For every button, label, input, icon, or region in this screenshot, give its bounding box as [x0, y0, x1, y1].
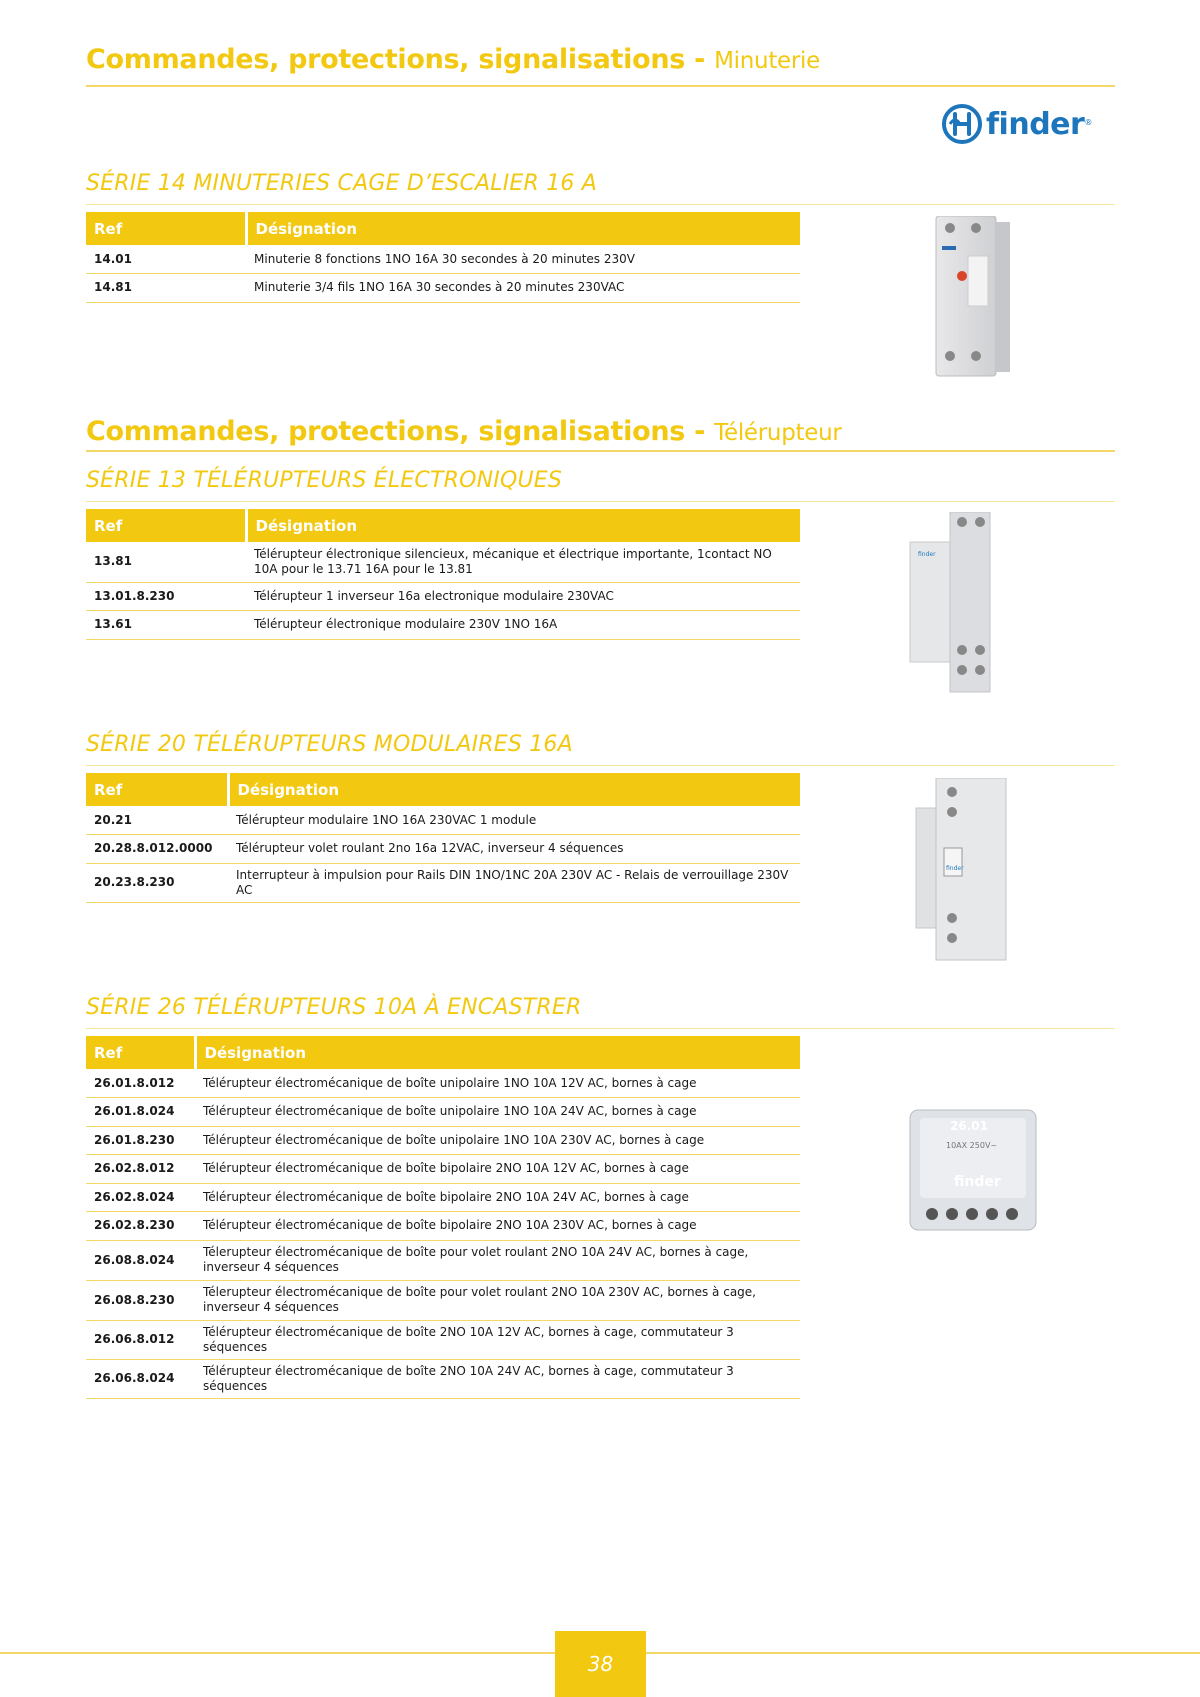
- header-designation: Désignation: [246, 212, 800, 245]
- din-rail-timer-image: [928, 216, 1024, 386]
- row-designation: Minuterie 3/4 fils 1NO 16A 30 secondes à 20 minutes 230VAC: [246, 274, 800, 303]
- row-designation: Télérupteur électromécanique de boîte bipolaire 2NO 10A 12V AC, bornes à cage: [195, 1155, 800, 1184]
- series-title: SÉRIE 13 TÉLÉRUPTEURS ÉLECTRONIQUES: [86, 468, 563, 493]
- modular-relay-image: [912, 778, 1022, 964]
- table-row: [86, 1098, 800, 1127]
- row-ref: 26.08.8.230: [86, 1280, 195, 1320]
- row-ref: 13.81: [86, 542, 246, 582]
- table-row: [86, 245, 800, 274]
- table-row: [86, 806, 800, 835]
- header-designation: Désignation: [246, 509, 800, 542]
- table-row: [86, 274, 800, 303]
- row-ref: 14.81: [86, 274, 246, 303]
- row-ref: 13.61: [86, 611, 246, 640]
- row-designation: Minuterie 8 fonctions 1NO 16A 30 secondes à 20 minutes 230V: [246, 245, 800, 274]
- section-title-bold: Commandes, protections, signalisations -: [86, 44, 706, 75]
- row-ref: 26.08.8.024: [86, 1240, 195, 1280]
- header-designation: Désignation: [195, 1036, 800, 1069]
- header-ref: Ref: [86, 212, 246, 245]
- section-title-minuterie: [86, 44, 820, 75]
- table-row: [86, 1155, 800, 1184]
- divider: [86, 85, 1115, 87]
- svg-text:finder: finder: [918, 551, 936, 558]
- row-designation: Télérupteur modulaire 1NO 16A 230VAC 1 module: [228, 806, 800, 835]
- row-designation: Interrupteur à impulsion pour Rails DIN 1NO/1NC 20A 230V AC - Relais de verrouillage 230V AC: [228, 863, 800, 902]
- table-row: [86, 1320, 800, 1359]
- series-14-table: [86, 212, 800, 303]
- flush-mount-relay-image: [906, 1108, 1040, 1238]
- product-image-series-26: [906, 1108, 1040, 1242]
- series-title: SÉRIE 14 MINUTERIES CAGE D’ESCALIER 16 A: [86, 171, 598, 196]
- header-designation: Désignation: [228, 773, 800, 806]
- row-designation: Télérupteur électromécanique de boîte bipolaire 2NO 10A 24V AC, bornes à cage: [195, 1183, 800, 1212]
- row-ref: 26.06.8.024: [86, 1359, 195, 1398]
- header-ref: Ref: [86, 509, 246, 542]
- table-row: [86, 835, 800, 864]
- section-title-light: Télérupteur: [714, 420, 842, 446]
- section-title-bold: Commandes, protections, signalisations -: [86, 416, 706, 447]
- table-row: [86, 582, 800, 611]
- table-row: [86, 1126, 800, 1155]
- svg-text:10AX 250V~: 10AX 250V~: [946, 1141, 998, 1150]
- row-designation: Télerupteur électromécanique de boîte pour volet roulant 2NO 10A 230V AC, bornes à cage, inverseur 4 séquences: [195, 1280, 800, 1320]
- series-26-table: [86, 1036, 800, 1399]
- table-row: [86, 1183, 800, 1212]
- table-row: [86, 1212, 800, 1241]
- header-ref: Ref: [86, 1036, 195, 1069]
- row-ref: 26.02.8.024: [86, 1183, 195, 1212]
- row-ref: 20.28.8.012.0000: [86, 835, 228, 864]
- registered-mark: ®: [1084, 118, 1093, 127]
- section-title-light: Minuterie: [714, 48, 820, 74]
- svg-text:finder: finder: [954, 1174, 1001, 1190]
- page-number-tab: [555, 1631, 646, 1697]
- finder-logo: [942, 104, 1092, 144]
- electronic-relay-image: [906, 512, 1018, 698]
- svg-text:26.01: 26.01: [950, 1119, 988, 1133]
- row-designation: Télérupteur électronique silencieux, mécanique et électrique importante, 1contact NO 10A pour le 13.71 16A pour le 13.81: [246, 542, 800, 582]
- finder-logo-icon: [942, 104, 982, 144]
- divider: [86, 1028, 1115, 1029]
- row-ref: 26.02.8.230: [86, 1212, 195, 1241]
- product-image-series-13: [906, 512, 1018, 702]
- brand-name: finder: [986, 106, 1085, 142]
- page-number: 38: [587, 1652, 614, 1676]
- row-ref: 26.01.8.012: [86, 1069, 195, 1098]
- row-designation: Télérupteur électromécanique de boîte unipolaire 1NO 10A 230V AC, bornes à cage: [195, 1126, 800, 1155]
- series-20-table: [86, 773, 800, 903]
- header-ref: Ref: [86, 773, 228, 806]
- row-designation: Télérupteur électromécanique de boîte bipolaire 2NO 10A 230V AC, bornes à cage: [195, 1212, 800, 1241]
- table-row: [86, 1359, 800, 1398]
- table-row: [86, 542, 800, 582]
- table-row: [86, 611, 800, 640]
- svg-text:finder: finder: [946, 865, 964, 872]
- table-row: [86, 1280, 800, 1320]
- series-title: SÉRIE 20 TÉLÉRUPTEURS MODULAIRES 16A: [86, 732, 573, 757]
- row-ref: 26.06.8.012: [86, 1320, 195, 1359]
- divider: [86, 450, 1115, 452]
- product-image-series-14: [928, 216, 1024, 390]
- table-row: [86, 1069, 800, 1098]
- row-designation: Télerupteur électromécanique de boîte pour volet roulant 2NO 10A 24V AC, bornes à cage, inverseur 4 séquences: [195, 1240, 800, 1280]
- row-designation: Télérupteur électromécanique de boîte 2NO 10A 12V AC, bornes à cage, commutateur 3 séquences: [195, 1320, 800, 1359]
- divider: [86, 204, 1115, 205]
- series-title: SÉRIE 26 TÉLÉRUPTEURS 10A À ENCASTRER: [86, 995, 582, 1020]
- row-ref: 13.01.8.230: [86, 582, 246, 611]
- row-ref: 26.01.8.024: [86, 1098, 195, 1127]
- divider: [86, 765, 1115, 766]
- product-image-series-20: [912, 778, 1022, 968]
- row-designation: Télérupteur électronique modulaire 230V 1NO 16A: [246, 611, 800, 640]
- row-designation: Télérupteur électromécanique de boîte unipolaire 1NO 10A 24V AC, bornes à cage: [195, 1098, 800, 1127]
- table-row: [86, 863, 800, 902]
- row-ref: 26.02.8.012: [86, 1155, 195, 1184]
- series-13-table: [86, 509, 800, 640]
- divider: [86, 501, 1115, 502]
- row-ref: 20.21: [86, 806, 228, 835]
- row-ref: 14.01: [86, 245, 246, 274]
- table-row: [86, 1240, 800, 1280]
- section-title-telerupteur: [86, 416, 842, 447]
- row-designation: Télérupteur 1 inverseur 16a electronique modulaire 230VAC: [246, 582, 800, 611]
- row-designation: Télérupteur électromécanique de boîte 2NO 10A 24V AC, bornes à cage, commutateur 3 séquences: [195, 1359, 800, 1398]
- row-designation: Télérupteur volet roulant 2no 16a 12VAC, inverseur 4 séquences: [228, 835, 800, 864]
- row-designation: Télérupteur électromécanique de boîte unipolaire 1NO 10A 12V AC, bornes à cage: [195, 1069, 800, 1098]
- row-ref: 26.01.8.230: [86, 1126, 195, 1155]
- row-ref: 20.23.8.230: [86, 863, 228, 902]
